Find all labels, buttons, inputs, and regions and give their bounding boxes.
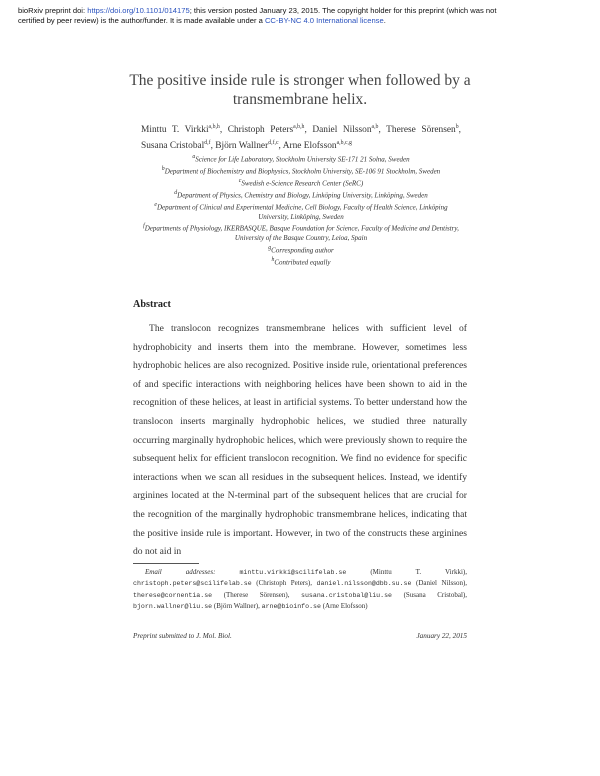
author-affil-marker: d,f,c — [268, 139, 279, 146]
affiliation-item — [140, 222, 462, 244]
email-address[interactable]: susana.cristobal@liu.se — [301, 591, 393, 599]
email-owner: (Arne Elofsson) — [322, 602, 368, 611]
email-label: Email addresses: — [145, 568, 216, 576]
affiliation-item — [140, 201, 462, 223]
footnote-divider — [133, 563, 199, 564]
license-link[interactable]: CC-BY-NC 4.0 International license — [264, 16, 384, 25]
preprint-date: January 22, 2015 — [416, 632, 467, 640]
author-affil-marker: d,f — [204, 139, 211, 146]
email-separator: , — [310, 579, 312, 588]
email-owner: (Björn Wallner) — [213, 602, 259, 611]
paper-title — [0, 71, 600, 109]
email-owner: (Daniel Nilsson) — [416, 579, 466, 588]
author-separator: , — [210, 140, 216, 151]
email-separator: , — [465, 568, 467, 576]
email-owner: (Susana Cristobal) — [403, 590, 466, 599]
email-address[interactable]: arne@bioinfo.se — [261, 603, 321, 611]
title-line-2: transmembrane helix. — [232, 91, 368, 108]
email-address[interactable]: minttu.virkki@scilifelab.se — [239, 569, 347, 576]
email-owner: (Therese Sörensen) — [223, 590, 288, 599]
email-address[interactable]: christoph.peters@scilifelab.se — [133, 580, 252, 588]
author-name: Christoph Peters — [227, 125, 294, 136]
email-footnote — [133, 567, 467, 613]
email-address[interactable]: therese@cornentia.se — [133, 591, 213, 599]
author-affil-marker: b — [455, 124, 459, 130]
affiliation-item — [140, 153, 462, 165]
email-separator: , — [287, 590, 290, 599]
affiliation-text: Departments of Physiology, IKERBASQUE, Basque Foundation for Science, Faculty of Medicine and Dentistry, University of the Basque Country, Leioa, Spain — [144, 224, 459, 243]
email-separator: , — [258, 602, 260, 611]
affiliation-item — [140, 256, 462, 268]
affiliation-text: Department of Physics, Chemistry and Biology, Linköping University, Linköping, Sweden — [177, 191, 428, 200]
affiliation-marker: g — [268, 244, 272, 251]
affiliation-text: Department of Clinical and Experimental Medicine, Cell Biology, Faculty of Health Science, Linköping University, Linköping, Sweden — [156, 203, 448, 221]
affiliation-text: Swedish e-Science Research Center (SeRC) — [241, 179, 364, 188]
email-address[interactable]: daniel.nilsson@dbb.su.se — [316, 580, 412, 588]
author-name: Arne Elofsson — [282, 140, 337, 151]
author-separator: , — [278, 140, 283, 151]
abstract-heading: Abstract — [133, 299, 171, 310]
email-owner: (Minttu T. Virkki) — [370, 568, 466, 576]
affiliation-marker: d — [174, 189, 178, 196]
preprint-note: Preprint submitted to J. Mol. Biol. — [133, 632, 232, 640]
abstract-paragraph: The translocon recognizes transmembrane helices with sufficient level of hydrophobicity and inserts them into the membrane. However, sometimes less hydrophobic helices are also recognized. Positive inside rule, orientational preferences of and specific interactions with neighboring helices have been shown to aid in the recognition of these helices, at least in artificial systems. To better understand how the translocon inserts marginally hydrophobic helices, we studied three naturally occurring marginally hydrophobic helices, which were previously shown to require the subsequent helix for efficient translocon recognition. We find no evidence for specific interactions when we scan all residues in the subsequent helices. Instead, we identify arginines located at the N-terminal part of the subsequent helices that are crucial for the recognition of the marginally hydrophobic transmembrane helices, indicating that the positive inside rule is important. However, in two of the constructs these arginines do not aid in — [133, 323, 467, 558]
email-owner: (Christoph Peters) — [256, 579, 311, 588]
affiliation-item — [140, 244, 462, 256]
affiliation-text: Contributed equally — [274, 257, 331, 266]
affiliation-marker: a — [192, 154, 196, 160]
affiliation-item — [140, 189, 462, 201]
affiliation-text: Department of Biochemistry and Biophysics, Stockholm University, SE-106 91 Stockholm, Sweden — [164, 167, 441, 176]
email-address[interactable]: bjorn.wallner@liu.se — [133, 603, 213, 611]
affiliation-text: Science for Life Laboratory, Stockholm University SE-171 21 Solna, Sweden — [195, 155, 410, 164]
author-name: Björn Wallner — [215, 140, 269, 151]
affiliation-marker: f — [143, 223, 145, 230]
affiliation-marker: h — [271, 256, 275, 263]
affiliation-marker: c — [238, 177, 242, 184]
author-name: Minttu T. Virkki — [141, 125, 209, 136]
abstract-body — [133, 320, 467, 562]
email-separator: , — [465, 579, 468, 588]
author-affil-marker: a,b — [371, 124, 379, 130]
author-separator: , — [378, 125, 387, 136]
affiliation-marker: b — [161, 165, 165, 172]
author-name: Therese Sörensen — [386, 125, 456, 136]
affiliation-list — [140, 153, 462, 268]
banner-line-1: bioRxiv preprint doi: https://doi.org/10.1101/014175; this version posted January 23, 2015. The copyright holder for this preprint (which was not — [18, 6, 497, 15]
author-separator: , — [458, 125, 461, 136]
author-affil-marker: a,b,c,g — [336, 139, 352, 146]
author-affil-marker: a,b,h — [208, 124, 220, 130]
banner-line-2: certified by peer review) is the author/funder. It is made available under a CC-BY-NC 4.0 International license. — [18, 16, 386, 25]
affiliation-text: Corresponding author — [271, 246, 334, 255]
author-list — [141, 121, 461, 152]
author-separator: , — [304, 125, 313, 136]
email-separator: , — [465, 590, 468, 599]
preprint-banner — [18, 6, 584, 26]
author-name: Daniel Nilsson — [312, 125, 372, 136]
doi-link[interactable]: https://doi.org/10.1101/014175 — [87, 6, 190, 15]
affiliation-marker: e — [154, 201, 157, 208]
author-separator: , — [219, 125, 228, 136]
author-affil-marker: a,b,h — [293, 124, 305, 130]
affiliation-item — [140, 177, 462, 189]
title-line-1: The positive inside rule is stronger when followed by a — [129, 72, 471, 89]
author-name: Susana Cristobal — [141, 140, 205, 151]
affiliation-item — [140, 165, 462, 177]
